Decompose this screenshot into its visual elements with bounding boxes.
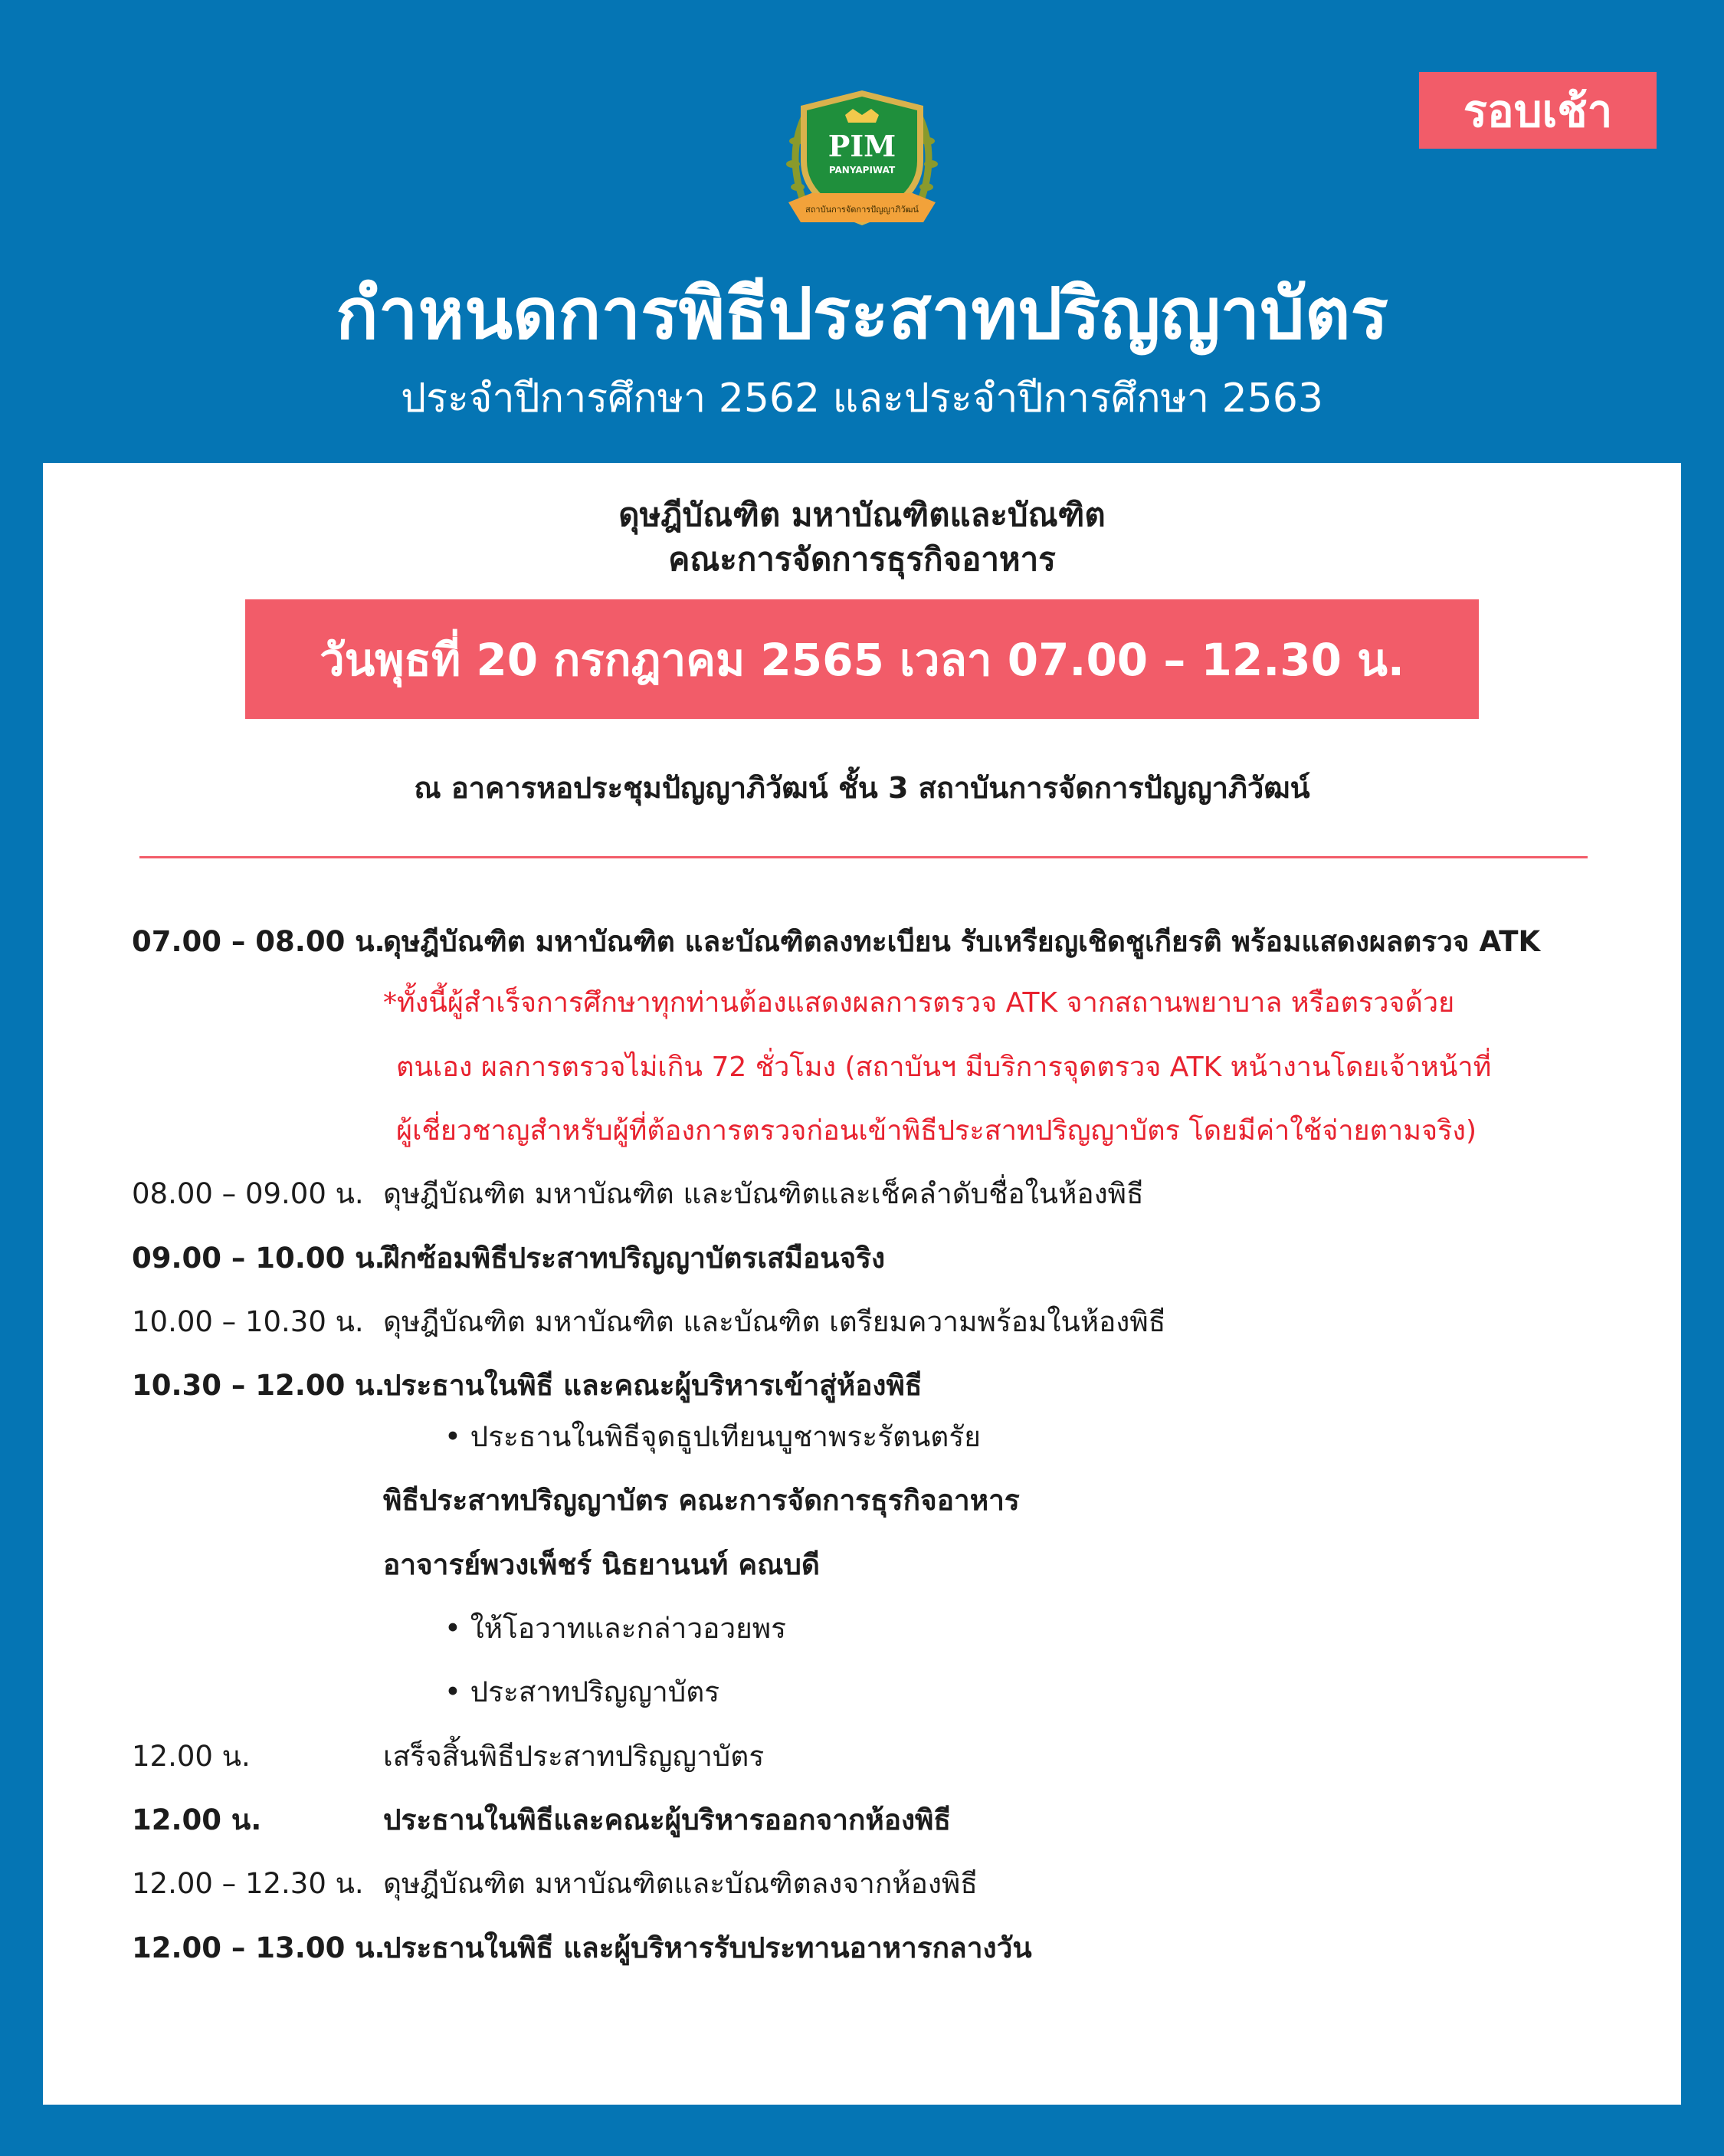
schedule-row [0,1297,1724,1347]
atk-note-line: ตนเอง ผลการตรวจไม่เกิน 72 ชั่วโมง (สถาบันฯ มีบริการจุดตรวจ ATK หน้างานโดยเจ้าหน้าที่ [396,1052,1492,1083]
row-desc: ดุษฎีบัณฑิต มหาบัณฑิตและบัณฑิตลงจากห้องพิธี [383,1867,978,1900]
schedule-row [0,1731,1724,1782]
row-time: 10.30 – 12.00 น. [132,1369,385,1402]
dean-name: อาจารย์พวงเพ็ชร์ นิธยานนท์ คณบดี [383,1548,820,1581]
schedule-row [0,1233,1724,1284]
ceremony-sub-item: • ให้โอวาทและกล่าวอวยพร [444,1612,787,1645]
ceremony-title: พิธีประสาทปริญญาบัตร คณะการจัดการธุรกิจอาหาร [383,1484,1020,1517]
faculty-heading: คณะการจัดการธุรกิจอาหาร [668,540,1056,578]
row-time: 12.00 น. [132,1803,262,1836]
row-desc: ประธานในพิธีและคณะผู้บริหารออกจากห้องพิธี [383,1803,951,1836]
page-title: กำหนดการพิธีประสาทปริญญาบัตร [336,273,1388,355]
schedule-row [0,1360,1724,1411]
ceremony-sub-item: • ประธานในพิธีจุดธูปเทียนบูชาพระรัตนตรัย [444,1420,981,1453]
row-desc: ดุษฎีบัณฑิต มหาบัณฑิต และบัณฑิตลงทะเบียน รับเหรียญเชิดชูเกียรติ พร้อมแสดงผลตรวจ ATK [383,925,1541,958]
row-desc: ประธานในพิธี และผู้บริหารรับประทานอาหารกลางวัน [383,1931,1032,1964]
schedule-row [0,1859,1724,1909]
row-desc: เสร็จสิ้นพิธีประสาทปริญญาบัตร [383,1740,765,1773]
schedule-row [0,917,1724,967]
schedule-row [0,1169,1724,1219]
row-time: 12.00 – 13.00 น. [132,1931,385,1964]
row-time: 08.00 – 09.00 น. [132,1177,364,1210]
divider [139,856,1588,858]
row-time: 12.00 – 12.30 น. [132,1867,364,1900]
row-desc: ประธานในพิธี และคณะผู้บริหารเข้าสู่ห้องพิธี [383,1369,923,1402]
row-time: 07.00 – 08.00 น. [132,925,385,958]
page-subtitle: ประจำปีการศึกษา 2562 และประจำปีการศึกษา 2563 [401,376,1323,422]
row-desc: ดุษฎีบัณฑิต มหาบัณฑิต และบัณฑิต เตรียมความพร้อมในห้องพิธี [383,1305,1166,1338]
row-desc: ฝึกซ้อมพิธีประสาทปริญญาบัตรเสมือนจริง [383,1242,886,1275]
degree-heading: ดุษฎีบัณฑิต มหาบัณฑิตและบัณฑิต [618,496,1106,533]
session-badge: รอบเช้า [1419,72,1657,149]
venue-text: ณ อาคารหอประชุมปัญญาภิวัฒน์ ชั้น 3 สถาบันการจัดการปัญญาภิวัฒน์ [414,771,1310,805]
schedule-row [0,1795,1724,1846]
ribbon-text: สถาบันการจัดการปัญญาภิวัฒน์ [805,205,919,215]
pim-logo [781,87,943,238]
row-time: 12.00 น. [132,1740,251,1773]
schedule-row [0,1923,1724,1974]
logo-text: PIM [828,129,896,163]
row-time: 09.00 – 10.00 น. [132,1242,385,1275]
row-desc: ดุษฎีบัณฑิต มหาบัณฑิต และบัณฑิตและเช็คลำดับชื่อในห้องพิธี [383,1177,1144,1210]
row-time: 10.00 – 10.30 น. [132,1305,364,1338]
atk-note-line: ผู้เชี่ยวชาญสำหรับผู้ที่ต้องการตรวจก่อนเข้าพิธีประสาทปริญญาบัตร โดยมีค่าใช้จ่ายตามจริง) [396,1115,1477,1147]
logo-subtext: PANYAPIWAT [828,165,896,176]
ceremony-sub-item: • ประสาทปริญญาบัตร [444,1675,720,1708]
date-banner: วันพุธที่ 20 กรกฎาคม 2565 เวลา 07.00 – 12.30 น. [245,599,1479,719]
atk-note-line: *ทั้งนี้ผู้สำเร็จการศึกษาทุกท่านต้องแสดงผลการตรวจ ATK จากสถานพยาบาล หรือตรวจด้วย [383,987,1455,1019]
